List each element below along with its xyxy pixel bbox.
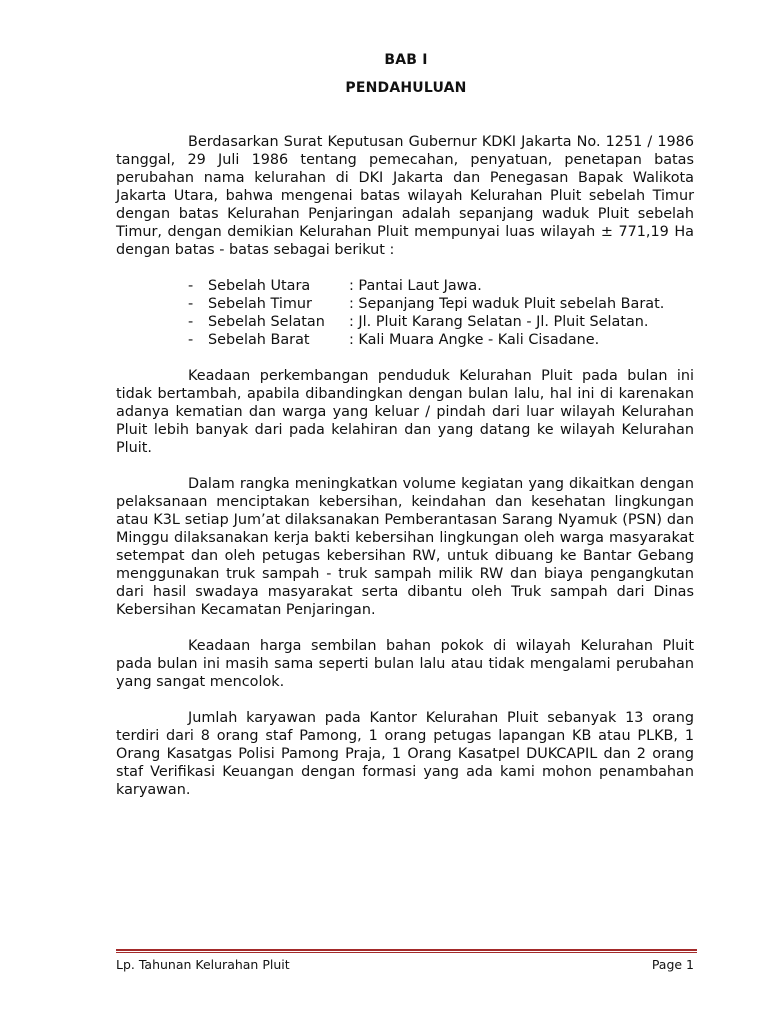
border-list [116,277,694,349]
border-item-south [116,313,694,331]
list-bullet: - [188,278,194,294]
document-body [116,133,694,799]
footer-divider-thick [116,949,697,951]
footer-page-number: Page 1 [651,957,694,972]
footer-report-title: Lp. Tahunan Kelurahan Pluit [116,957,290,972]
border-side-value: : Jl. Pluit Karang Selatan - Jl. Pluit Selatan. [349,314,649,330]
chapter-title: PENDAHULUAN [345,80,467,96]
paragraph-prices: Keadaan harga sembilan bahan pokok di wilayah Kelurahan Pluit pada bulan ini masih sama seperti bulan lalu atau tidak mengalami perubahan yang sangat mencolok. [116,638,694,690]
paragraph-cleanliness: Dalam rangka meningkatkan volume kegiatan yang dikaitkan dengan pelaksanaan menciptakan kebersihan, keindahan dan kesehatan lingkungan atau K3L setiap Jum’at dilaksanakan Pemberantasan Sarang Nyamuk (PSN) dan Minggu dilaksanakan kerja bakti kebersihan lingkungan oleh warga masyarakat setempat dan oleh petugas kebersihan RW, untuk dibuang ke Bantar Gebang menggunakan truk sampah - truk sampah milik RW dan biaya pengangkutan dari hasil swadaya masyarakat serta dibantu oleh Truk sampah dari Dinas Kebersihan Kecamatan Penjaringan. [116,476,694,618]
border-item-north [116,277,694,295]
border-side-value: : Pantai Laut Jawa. [349,278,482,294]
footer-divider-thin [116,952,697,953]
list-bullet: - [188,296,194,312]
border-item-east [116,295,694,313]
paragraph-intro: Berdasarkan Surat Keputusan Gubernur KDKI Jakarta No. 1251 / 1986 tanggal, 29 Juli 1986 tentang pemecahan, penyatuan, penetapan batas perubahan nama kelurahan di DKI Jakarta dan Penegasan Bapak Walikota Jakarta Utara, bahwa mengenai batas wilayah Kelurahan Pluit sebelah Timur dengan batas Kelurahan Penjaringan adalah sepanjang waduk Pluit sebelah Timur, dengan demikian Kelurahan Pluit mempunyai luas wilayah ± 771,19 Ha dengan batas - batas sebagai berikut : [116,134,694,258]
border-side-label: Sebelah Selatan [208,314,325,330]
border-side-label: Sebelah Utara [208,278,311,294]
border-side-label: Sebelah Barat [208,332,310,348]
border-item-west [116,331,694,349]
chapter-heading: BAB I [384,52,428,68]
paragraph-population: Keadaan perkembangan penduduk Kelurahan Pluit pada bulan ini tidak bertambah, apabila dibandingkan dengan bulan lalu, hal ini di karenakan adanya kematian dan warga yang keluar / pindah dari luar wilayah Kelurahan Pluit lebih banyak dari pada kelahiran dan yang datang ke wilayah Kelurahan Pluit. [116,368,694,456]
list-bullet: - [188,314,194,330]
border-side-value: : Kali Muara Angke - Kali Cisadane. [349,332,600,348]
paragraph-staff: Jumlah karyawan pada Kantor Kelurahan Pluit sebanyak 13 orang terdiri dari 8 orang staf Pamong, 1 orang petugas lapangan KB atau PLKB, 1 Orang Kasatgas Polisi Pamong Praja, 1 Orang Kasatpel DUKCAPIL dan 2 orang staf Verifikasi Keuangan dengan formasi yang ada kami mohon penambahan karyawan. [116,710,694,798]
border-side-value: : Sepanjang Tepi waduk Pluit sebelah Barat. [349,296,665,312]
border-side-label: Sebelah Timur [208,296,312,312]
list-bullet: - [188,332,194,348]
